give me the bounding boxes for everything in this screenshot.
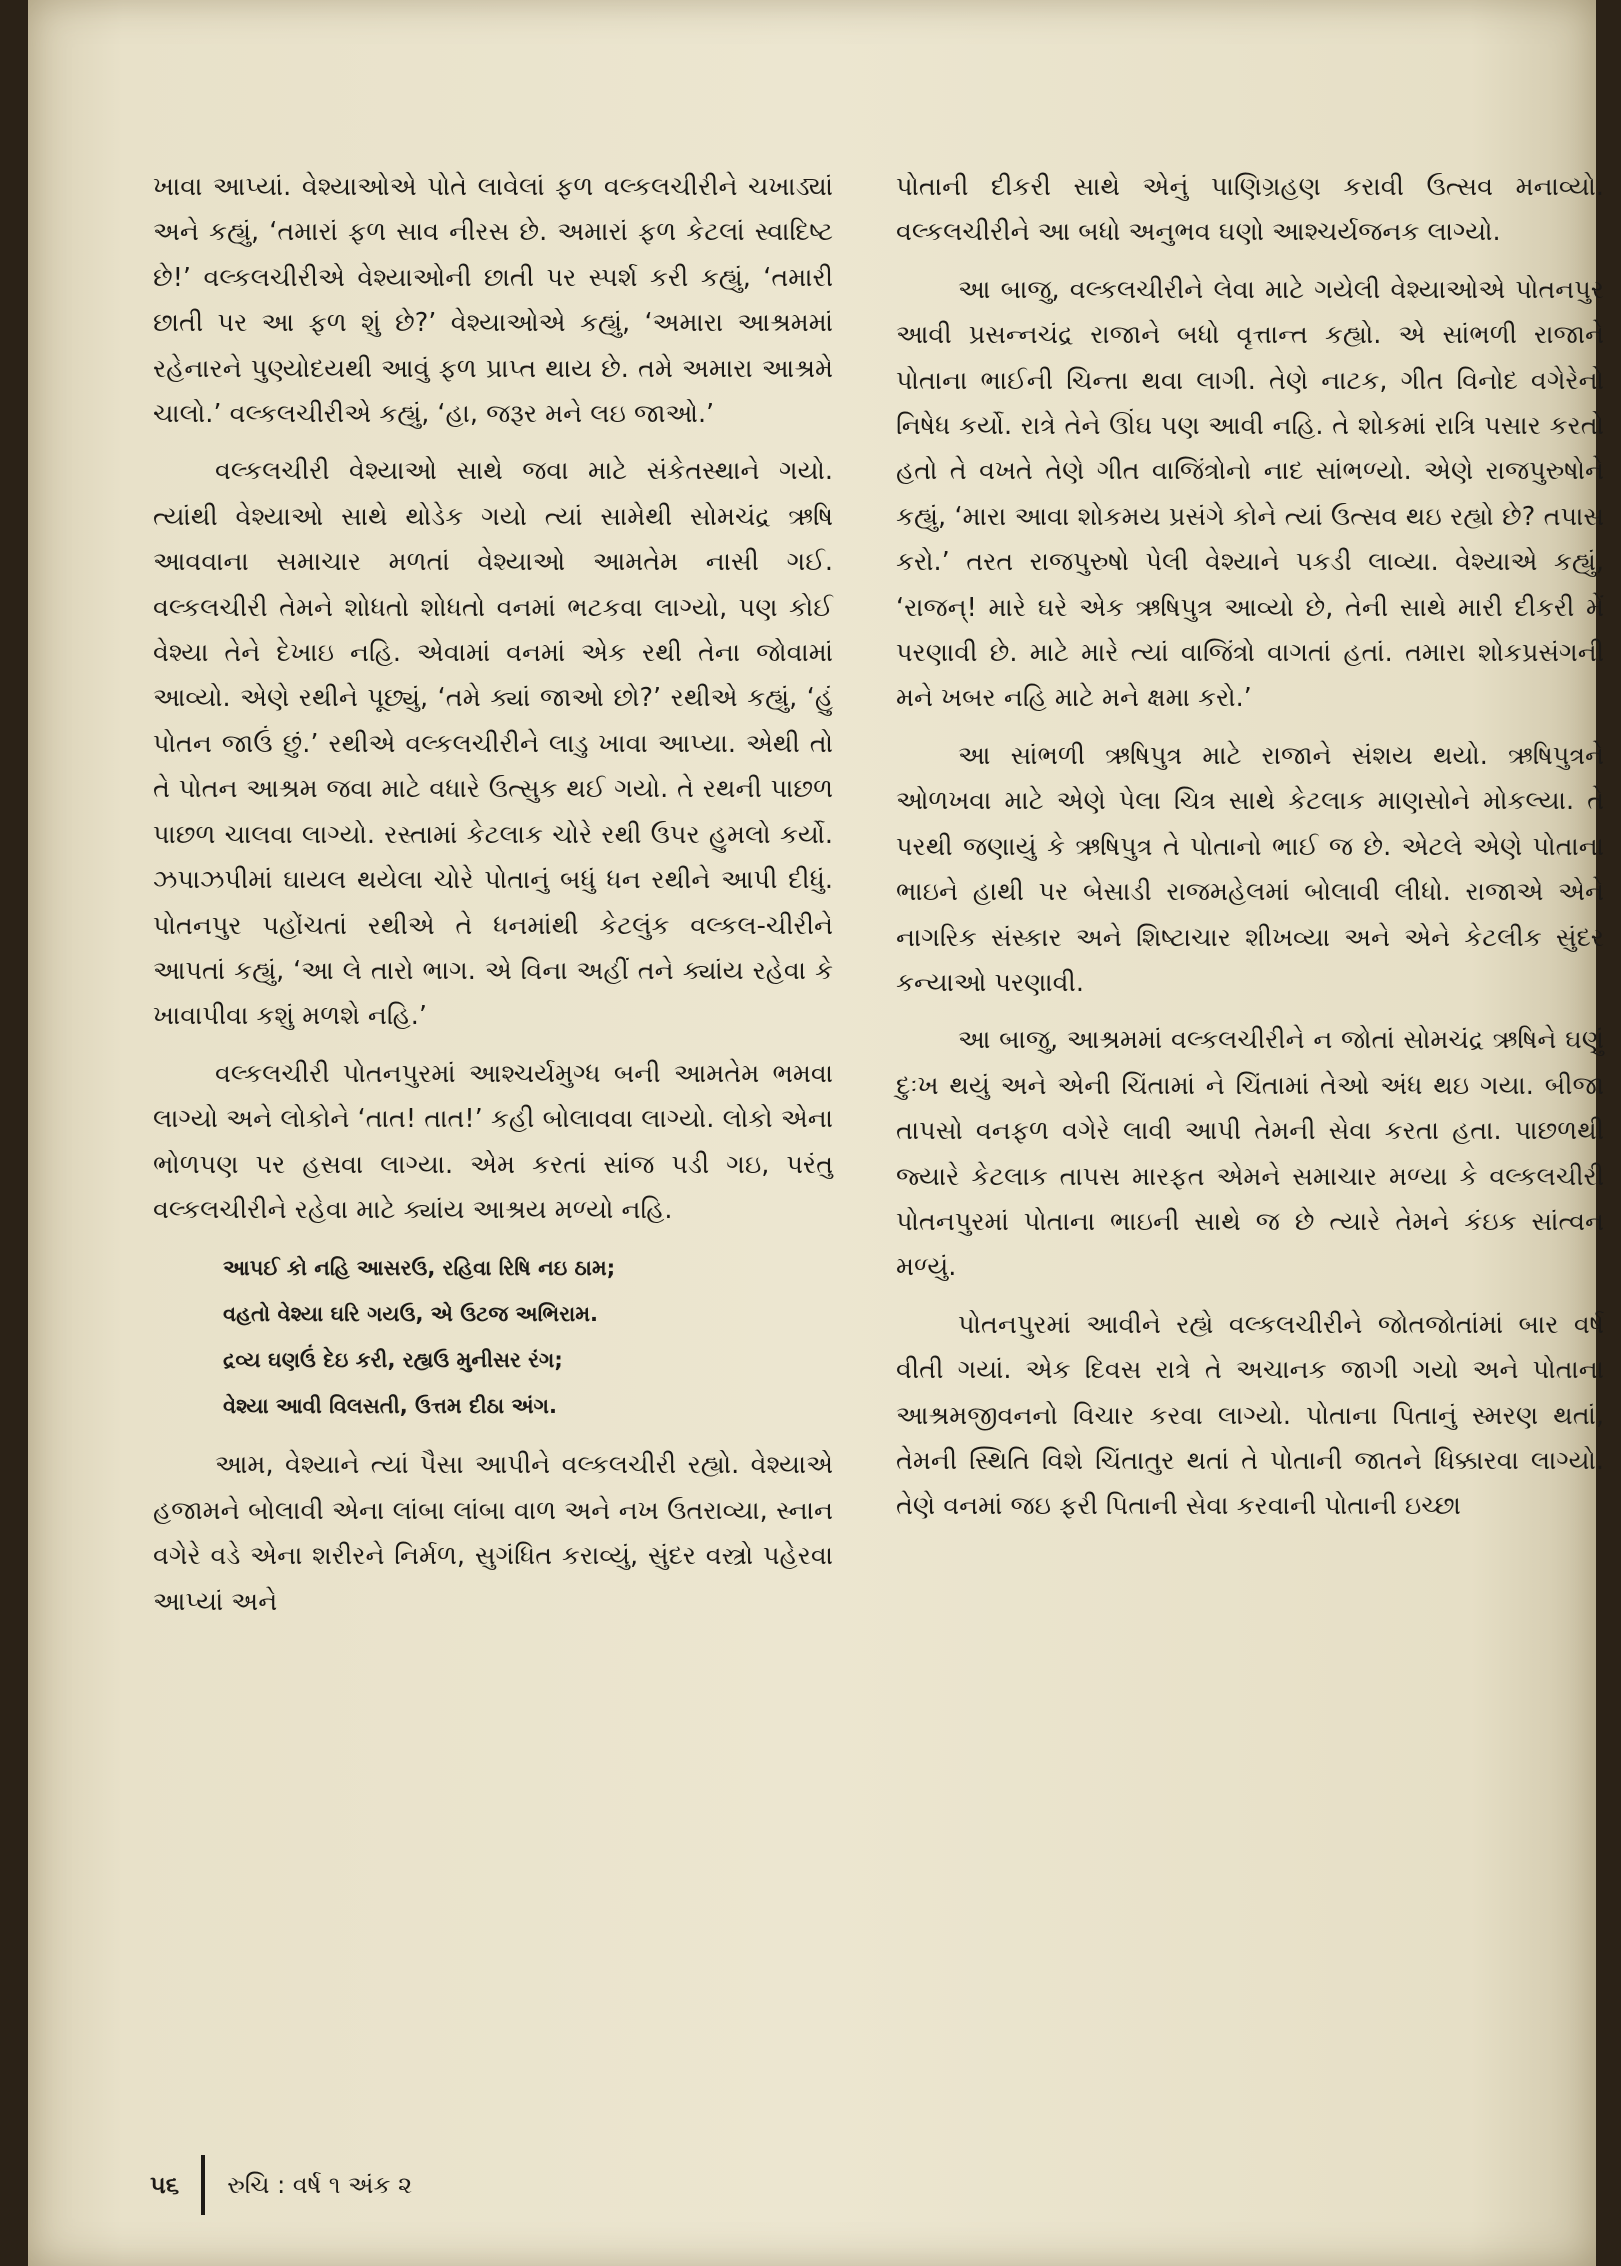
paragraph: આ સાંભળી ઋષિપુત્ર માટે રાજાને સંશય થયો. ઋષિપુત્રને ઓળખવા માટે એણે પેલા ચિત્ર સાથે કેટલાક માણસોને મોકલ્યા. તે પરથી જણાયું કે ઋષિપુત્ર તે પોતાનો ભાઈ જ છે. એટલે એણે પોતાના ભાઇને હાથી પર બેસાડી રાજમહેલમાં બોલાવી લીધો. રાજાએ એને નાગરિક સંસ્કાર અને શિષ્ટાચાર શીખવ્યા અને એને કેટલીક સુંદર કન્યાઓ પરણાવી. bbox=[896, 740, 1604, 998]
paragraph: આ બાજુ, આશ્રમમાં વલ્કલચીરીને ન જોતાં સોમચંદ્ર ઋષિને ઘણું દુઃખ થયું અને એની ચિંતામાં ને ચિંતામાં તેઓ અંધ થઇ ગયા. બીજા તાપસો વનફળ વગેરે લાવી આપી તેમની સેવા કરતા હતા. પાછળથી જ્યારે કેટલાક તાપસ મારફત એમને સમાચાર મળ્યા કે વલ્કલચીરી પોતનપુરમાં પોતાના ભાઇની સાથે જ છે ત્યારે તેમને કંઇક સાંત્વન મળ્યું. bbox=[896, 1025, 1604, 1283]
verse-block bbox=[223, 1245, 833, 1429]
paragraph: પોતાની દીકરી સાથે એનું પાણિગ્રહણ કરાવી ઉત્સવ મનાવ્યો. વલ્કલચીરીને આ બધો અનુભવ ઘણો આશ્ચર્યજનક લાગ્યો. bbox=[896, 172, 1604, 248]
paragraph: વલ્કલચીરી વેશ્યાઓ સાથે જવા માટે સંકેતસ્થાને ગયો. ત્યાંથી વેશ્યાઓ સાથે થોડેક ગયો ત્યાં સામેથી સોમચંદ્ર ઋષિ આવવાના સમાચાર મળતાં વેશ્યાઓ આમતેમ નાસી ગઈ. વલ્કલચીરી તેમને શોધતો શોધતો વનમાં ભટકવા લાગ્યો, પણ કોઈ વેશ્યા તેને દેખાઇ નહિ. એવામાં વનમાં એક રથી તેના જોવામાં આવ્યો. એણે રથીને પૂછ્યું, ‘તમે ક્યાં જાઓ છો?’ રથીએ કહ્યું, ‘હું પોતન જાઉં છું.’ રથીએ વલ્કલચીરીને લાડુ ખાવા આપ્યા. એથી તો તે પોતન આશ્રમ જવા માટે વધારે ઉત્સુક થઈ ગયો. તે રથની પાછળ પાછળ ચાલવા લાગ્યો. રસ્તામાં કેટલાક ચોરે રથી ઉપર હુમલો કર્યો. ઝપાઝપીમાં ઘાયલ થયેલા ચોરે પોતાનું બધું ધન રથીને આપી દીધું. પોતનપુર પહોંચતાં રથીએ તે ધનમાંથી કેટલુંક વલ્કલ-ચીરીને આપતાં કહ્યું, ‘આ લે તારો ભાગ. એ વિના અહીં તને ક્યાંય રહેવા કે ખાવાપીવા કશું મળશે નહિ.’ bbox=[153, 456, 833, 1032]
verse-line: આપઈ કો નહિ આસરઉ, રહિવા રિષિ નઇ ઠામ; bbox=[223, 1256, 616, 1281]
paragraph: પોતનપુરમાં આવીને રહ્યે વલ્કલચીરીને જોતજોતાંમાં બાર વર્ષ વીતી ગયાં. એક દિવસ રાત્રે તે અચાનક જાગી ગયો અને પોતાના આશ્રમજીવનનો વિચાર કરવા લાગ્યો. પોતાના પિતાનું સ્મરણ થતાં, તેમની સ્થિતિ વિશે ચિંતાતુર થતાં તે પોતાની જાતને ધિક્કારવા લાગ્યો. તેણે વનમાં જઇ ફરી પિતાની સેવા કરવાની પોતાની ઇચ્છા bbox=[896, 1309, 1604, 1522]
paragraph: વલ્કલચીરી પોતનપુરમાં આશ્ચર્યમુગ્ધ બની આમતેમ ભમવા લાગ્યો અને લોકોને ‘તાત! તાત!’ કહી બોલાવવા લાગ્યો. લોકો એના ભોળપણ પર હસવા લાગ્યા. એમ કરતાં સાંજ પડી ગઇ, પરંતુ વલ્કલચીરીને રહેવા માટે ક્યાંય આશ્રય મળ્યો નહિ. bbox=[153, 1058, 833, 1225]
page-number: ૫૬ bbox=[150, 2171, 180, 2199]
page-footer bbox=[150, 2155, 412, 2215]
footer-divider bbox=[201, 2155, 205, 2215]
paragraph: આ બાજુ, વલ્કલચીરીને લેવા માટે ગયેલી વેશ્યાઓએ પોતનપુર આવી પ્રસન્નચંદ્ર રાજાને બધો વૃત્તાન્ત કહ્યો. એ સાંભળી રાજાને પોતાના ભાઈની ચિન્તા થવા લાગી. તેણે નાટક, ગીત વિનોદ વગેરેનો નિષેધ કર્યો. રાત્રે તેને ઊંઘ પણ આવી નહિ. તે શોકમાં રાત્રિ પસાર કરતો હતો તે વખતે તેણે ગીત વાજિંત્રોનો નાદ સાંભળ્યો. એણે રાજપુરુષોને કહ્યું, ‘મારા આવા શોકમય પ્રસંગે કોને ત્યાં ઉત્સવ થઇ રહ્યો છે? તપાસ કરો.’ તરત રાજપુરુષો પેલી વેશ્યાને પકડી લાવ્યા. વેશ્યાએ કહ્યું, ‘રાજન્! મારે ઘરે એક ઋષિપુત્ર આવ્યો છે, તેની સાથે મારી દીકરી મેં પરણાવી છે. માટે મારે ત્યાં વાજિંત્રો વાગતાં હતાં. તમારા શોકપ્રસંગની મને ખબર નહિ માટે મને ક્ષમા કરો.’ bbox=[896, 274, 1604, 714]
left-column bbox=[153, 165, 833, 1637]
verse-line: વહતો વેશ્યા ઘરિ ગયઉ, એ ઉટજ અભિરામ. bbox=[223, 1302, 599, 1327]
paragraph: ખાવા આપ્યાં. વેશ્યાઓએ પોતે લાવેલાં ફળ વલ્કલચીરીને ચખાડ્યાં અને કહ્યું, ‘તમારાં ફળ સાવ નીરસ છે. અમારાં ફળ કેટલાં સ્વાદિષ્ટ છે!’ વલ્કલચીરીએ વેશ્યાઓની છાતી પર સ્પર્શ કરી કહ્યું, ‘તમારી છાતી પર આ ફળ શું છે?’ વેશ્યાઓએ કહ્યું, ‘અમારા આશ્રમમાં રહેનારને પુણ્યોદયથી આવું ફળ પ્રાપ્ત થાય છે. તમે અમારા આશ્રમે ચાલો.’ વલ્કલચીરીએ કહ્યું, ‘હા, જરૂર મને લઇ જાઓ.’ bbox=[153, 172, 833, 430]
journal-title: રુચિ : વર્ષ ૧ અંક ૨ bbox=[227, 2171, 413, 2199]
verse-line: દ્રવ્ય ઘણઉં દેઇ કરી, રહ્યઉ મુનીસર રંગ; bbox=[223, 1348, 563, 1373]
right-column bbox=[896, 165, 1604, 1542]
book-page bbox=[28, 0, 1604, 2266]
paragraph: આમ, વેશ્યાને ત્યાં પૈસા આપીને વલ્કલચીરી રહ્યો. વેશ્યાએ હજામને બોલાવી એના લાંબા લાંબા વાળ અને નખ ઉતરાવ્યા, સ્નાન વગેરે વડે એના શરીરને નિર્મળ, સુગંધિત કરાવ્યું, સુંદર વસ્ત્રો પહેરવા આપ્યાં અને bbox=[153, 1450, 833, 1617]
verse-line: વેશ્યા આવી વિલસતી, ઉત્તમ દીઠા અંગ. bbox=[223, 1394, 557, 1419]
